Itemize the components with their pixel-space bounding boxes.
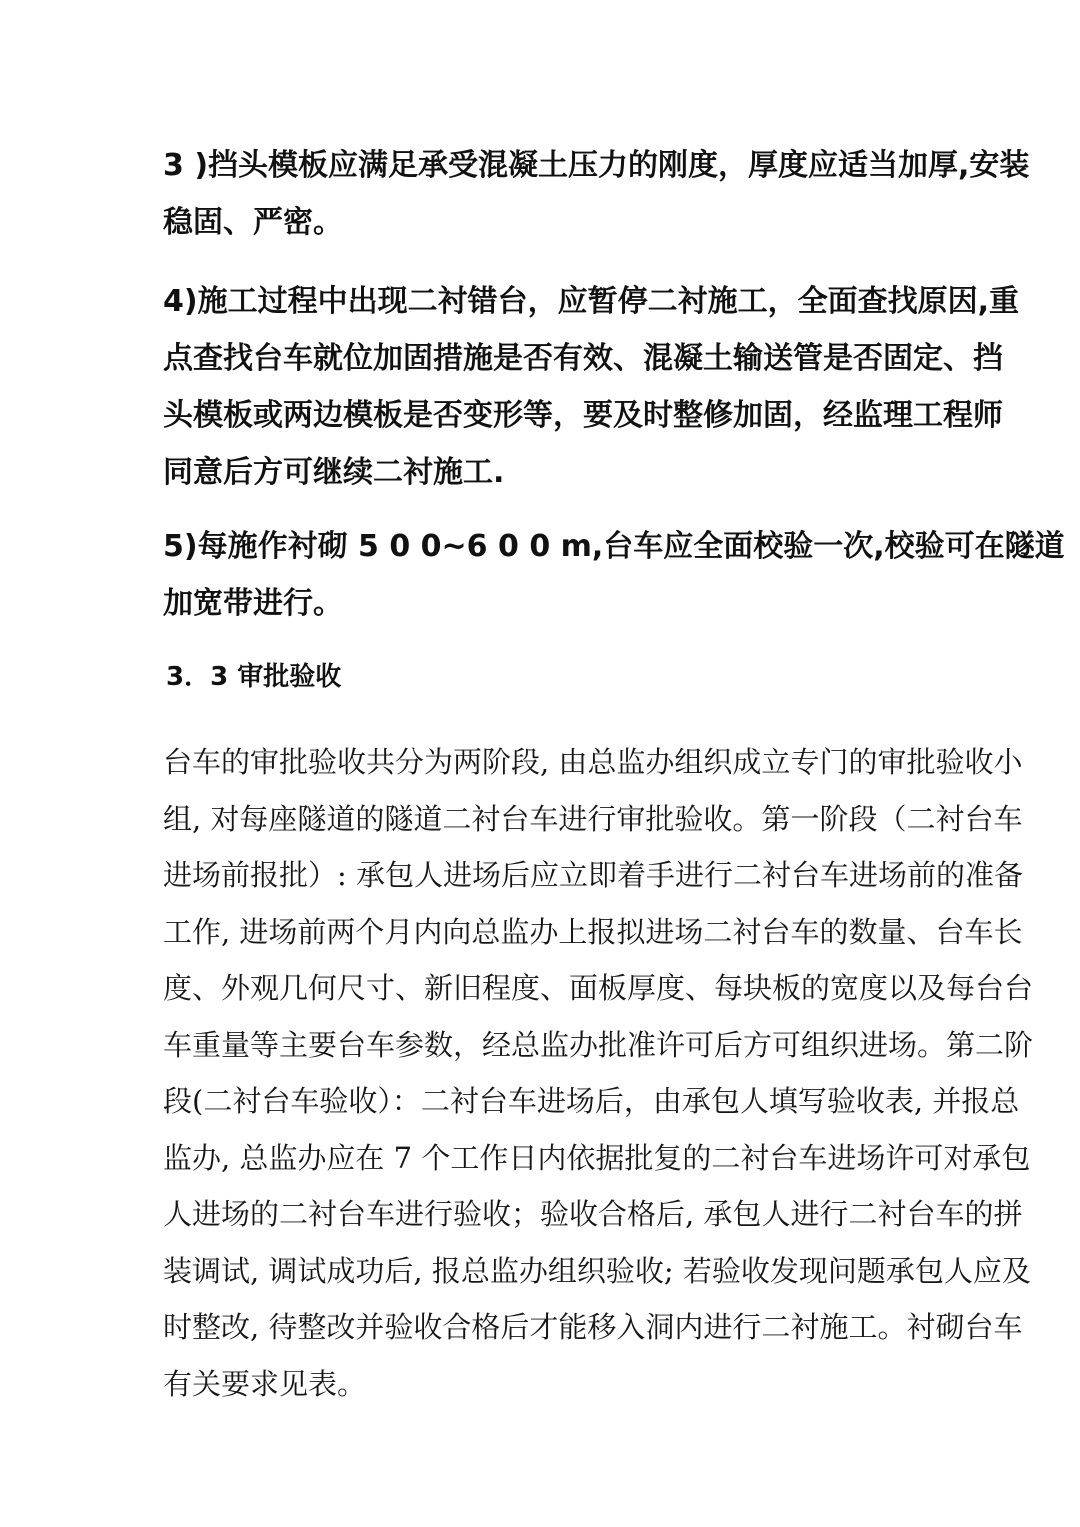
paragraph-line: 时整改, 待整改并验收合格后才能移入洞内进行二衬施工。衬砌台车 [163, 1310, 1023, 1344]
paragraph-line: 段(二衬台车验收）：二衬台车进场后，由承包人填写验收表, 并报总 [163, 1084, 1020, 1118]
paragraph-line: 工作, 进场前两个月内向总监办上报拟进场二衬台车的数量、台车长 [163, 914, 1023, 949]
paragraph-line: 装调试, 调试成功后, 报总监办组织验收; 若验收发现问题承包人应及 [163, 1253, 1031, 1288]
paragraph-item-4 [163, 273, 1019, 501]
paragraph-line: 4)施工过程中出现二衬错台，应暂停二衬施工，全面查找原因,重 [163, 284, 1019, 319]
paragraph-line: 人进场的二衬台车进行验收；验收合格后, 承包人进行二衬台车的拼 [163, 1197, 1023, 1231]
paragraph-item-5 [163, 518, 1065, 632]
paragraph-line: 点查找台车就位加固措施是否有效、混凝土输送管是否固定、挡 [163, 341, 1003, 376]
paragraph-line: 进场前报批）: 承包人进场后应立即着手进行二衬台车进场前的准备 [163, 858, 1023, 892]
paragraph-line: 5)每施作衬砌 5 0 0~6 0 0 m,台车应全面校验一次,校验可在隧道 [163, 529, 1065, 564]
section-heading: 3．3 审批验收 [166, 662, 342, 692]
paragraph-line: 车重量等主要台车参数，经总监办批准许可后方可组织进场。第二阶 [163, 1027, 1034, 1062]
paragraph-line: 3 )挡头模板应满足承受混凝土压力的刚度，厚度应适当加厚,安装 [163, 148, 1030, 183]
paragraph-line: 加宽带进行。 [163, 586, 343, 621]
paragraph-line: 同意后方可继续二衬施工. [163, 455, 505, 490]
paragraph-line: 头模板或两边模板是否变形等，要及时整修加固，经监理工程师 [163, 398, 1003, 433]
paragraph-approval-acceptance [163, 734, 1034, 1412]
paragraph-line: 组, 对每座隧道的隧道二衬台车进行审批验收。第一阶段（二衬台车 [163, 801, 1023, 836]
paragraph-line: 监办, 总监办应在 7 个工作日内依据批复的二衬台车进场许可对承包 [163, 1140, 1031, 1175]
paragraph-line: 台车的审批验收共分为两阶段, 由总监办组织成立专门的审批验收小 [163, 745, 1023, 779]
paragraph-line: 有关要求见表。 [163, 1366, 367, 1401]
paragraph-line: 度、外观几何尺寸、新旧程度、面板厚度、每块板的宽度以及每台台 [163, 971, 1034, 1005]
paragraph-item-3 [163, 137, 1030, 251]
paragraph-line: 稳固、严密。 [163, 205, 343, 240]
